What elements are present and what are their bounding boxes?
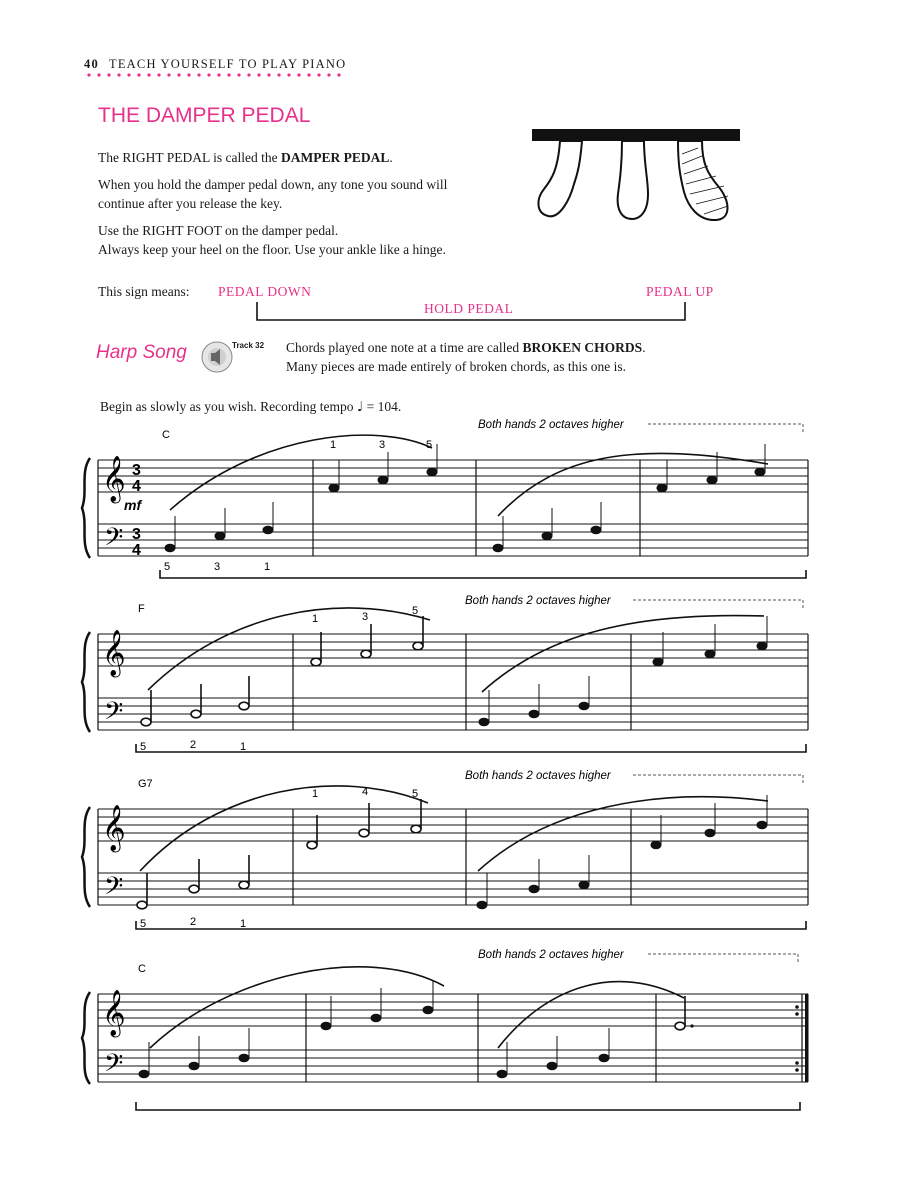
track-label: Track 32 [232, 341, 265, 350]
bass-clef-icon: 𝄢 [104, 698, 124, 731]
pedal-up-label: PEDAL UP [646, 284, 714, 299]
fingering: 5 [426, 439, 433, 451]
octave-instruction: Both hands 2 octaves higher [465, 595, 611, 607]
fingering: 1 [312, 788, 319, 800]
pedal-mark [160, 570, 806, 578]
sign-label: This sign means: [98, 284, 190, 299]
fingering: 1 [330, 439, 337, 451]
audio-cd-icon[interactable] [200, 340, 234, 374]
piano-pedals-illustration [530, 124, 745, 229]
song-desc-2: Many pieces are made entirely of broken chords, as this one is. [286, 359, 627, 374]
book-title: TEACH YOURSELF TO PLAY PIANO [109, 57, 347, 71]
intro-line-5: Always keep your heel on the floor. Use your ankle like a hinge. [98, 242, 446, 257]
song-desc-1: Chords played one note at a time are called BROKEN CHORDS. [286, 340, 646, 355]
song-title: Harp Song [96, 342, 187, 363]
time-sig-bottom: 4 [132, 478, 141, 495]
running-header [84, 57, 346, 72]
pedal-mark [136, 744, 806, 752]
intro-line-1: The RIGHT PEDAL is called the DAMPER PEDAL. [98, 150, 393, 165]
pedal-bracket [255, 300, 690, 324]
dynamic-mark: mf [124, 497, 142, 513]
tempo-text: Begin as slowly as you wish. Recording tempo ♩ = 104. [100, 399, 402, 415]
dotted-divider [84, 72, 346, 78]
intro-line-2: When you hold the damper pedal down, any tone you sound will [98, 177, 448, 192]
fingering: 5 [164, 561, 171, 573]
octave-instruction: Both hands 2 octaves higher [465, 770, 611, 782]
fingering: 5 [140, 918, 147, 930]
time-sig-top: 3 [132, 462, 141, 479]
music-system-1 [78, 412, 818, 592]
bass-clef-icon: 𝄢 [104, 873, 124, 906]
section-title: THE DAMPER PEDAL [98, 104, 311, 127]
octave-instruction: Both hands 2 octaves higher [478, 949, 624, 961]
treble-clef-icon: 𝄞 [102, 991, 126, 1035]
treble-clef-icon: 𝄞 [102, 806, 126, 850]
treble-clef-icon: 𝄞 [102, 631, 126, 675]
fingering: 1 [264, 561, 271, 573]
page-number: 40 [84, 57, 99, 71]
fingering: 2 [190, 739, 197, 751]
chord-symbol: C [162, 429, 170, 441]
octave-instruction: Both hands 2 octaves higher [478, 419, 624, 431]
time-sig-bottom-bass: 4 [132, 542, 141, 559]
chord-symbol: F [138, 603, 145, 615]
bass-clef-icon: 𝄢 [104, 524, 124, 557]
music-system-4 [78, 944, 818, 1114]
fingering: 1 [240, 918, 247, 930]
time-sig-top-bass: 3 [132, 526, 141, 543]
fingering: 1 [312, 613, 319, 625]
chord-symbol: C [138, 963, 146, 975]
fingering: 5 [140, 741, 147, 753]
fingering: 3 [379, 439, 386, 451]
fingering: 2 [190, 916, 197, 928]
pedal-mark [136, 921, 806, 929]
fingering: 5 [412, 605, 419, 617]
fingering: 3 [214, 561, 221, 573]
fingering: 1 [240, 741, 247, 753]
music-system-2 [78, 592, 818, 762]
pedal-mark [136, 1102, 800, 1110]
fingering: 5 [412, 788, 419, 800]
treble-clef-icon: 𝄞 [102, 457, 126, 501]
fingering: 4 [362, 786, 369, 798]
bass-clef-icon: 𝄢 [104, 1050, 124, 1083]
pedal-down-label: PEDAL DOWN [218, 284, 312, 299]
music-system-3 [78, 767, 818, 937]
intro-line-4: Use the RIGHT FOOT on the damper pedal. [98, 223, 339, 238]
hold-pedal-label: HOLD PEDAL [424, 301, 514, 316]
fingering: 3 [362, 611, 369, 623]
intro-line-3: continue after you release the key. [98, 196, 283, 211]
quarter-note-icon: ♩ [356, 399, 364, 415]
chord-symbol: G7 [138, 778, 153, 790]
